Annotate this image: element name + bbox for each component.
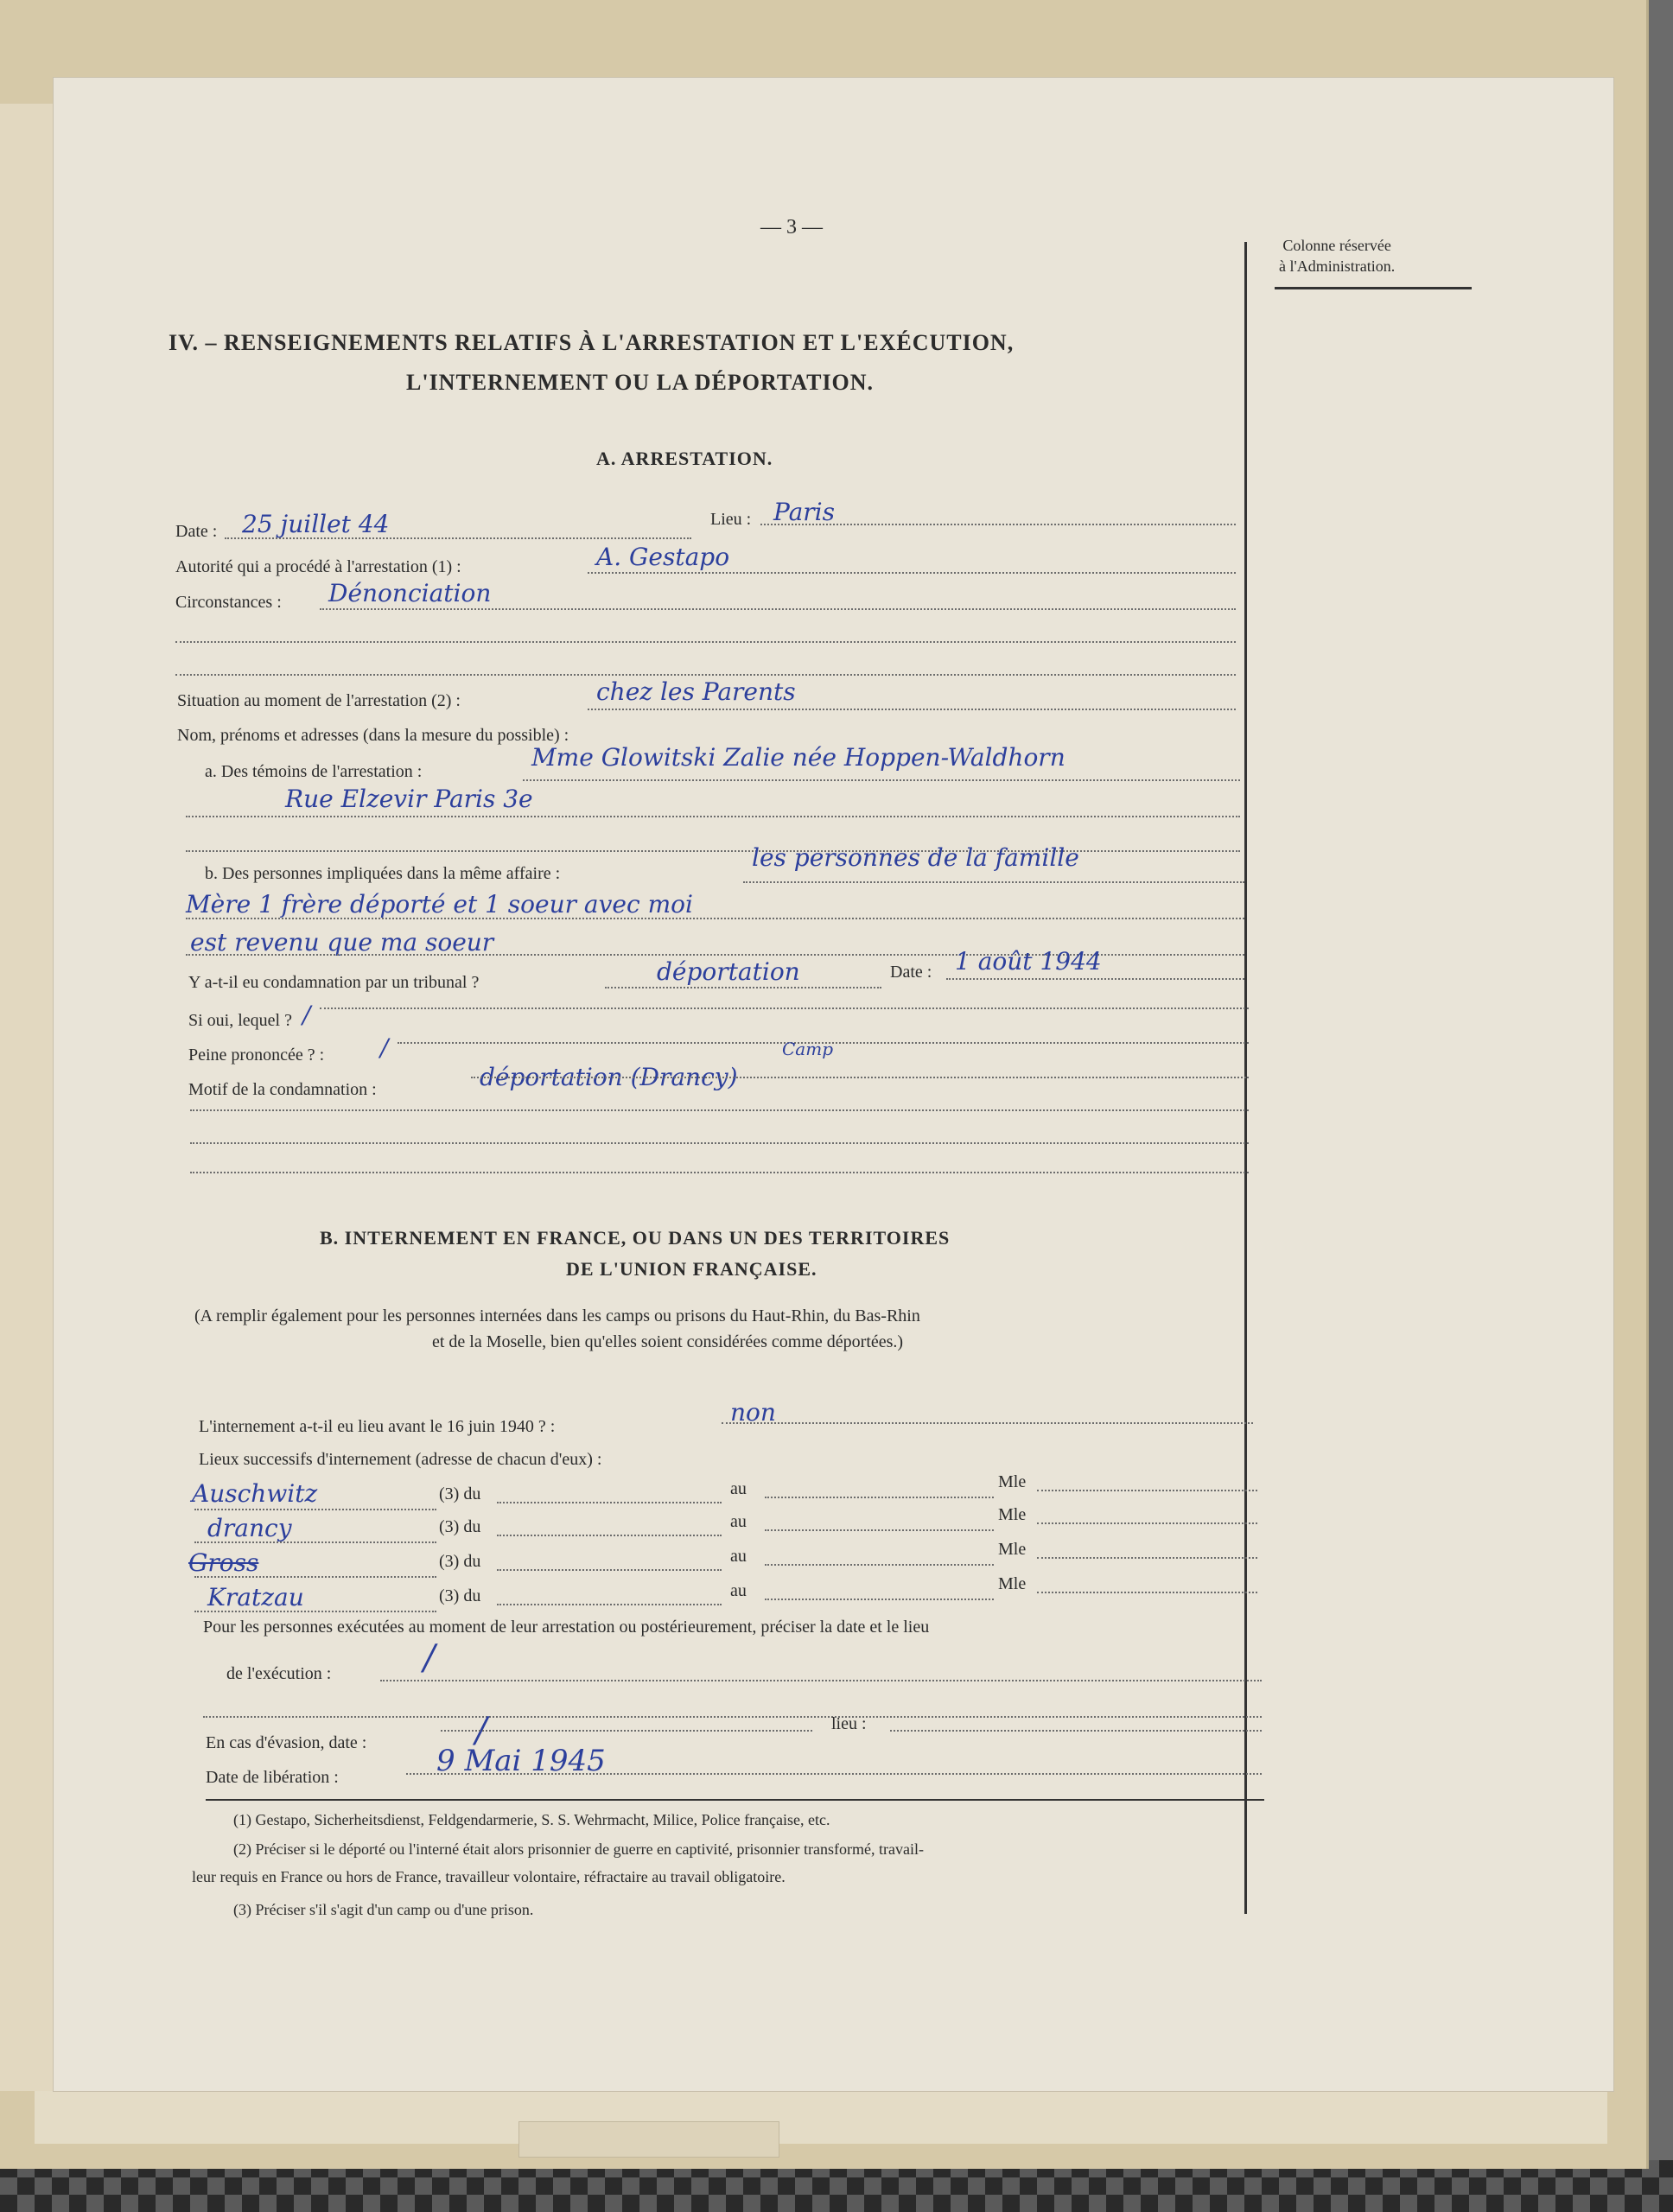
temoins-value-2: Rue Elzevir Paris 3e — [285, 785, 533, 813]
internement-note-2: et de la Moselle, bien qu'elles soient considérées comme déportées.) — [432, 1332, 904, 1351]
footnote-rule — [206, 1799, 1264, 1801]
lieu-label: Lieu : — [710, 510, 752, 529]
date-value: 25 juillet 44 — [242, 510, 390, 538]
place-line-3 — [194, 1576, 436, 1578]
avant-line — [722, 1422, 1253, 1424]
temoins-line-2 — [186, 816, 1240, 817]
circonstances-line — [320, 608, 1236, 610]
liberation-label: Date de libération : — [206, 1768, 339, 1787]
internement-note-1: (A remplir également pour les personnes internées dans les camps ou prisons du Haut-Rhin, du Bas-Rhin — [194, 1306, 920, 1325]
left-page-edge — [0, 104, 55, 2091]
situation-label: Situation au moment de l'arrestation (2) : — [177, 691, 461, 710]
liberation-line — [406, 1773, 1262, 1775]
avant-label: L'internement a-t-il eu lieu avant le 16 juin 1940 ? : — [199, 1417, 556, 1436]
autorite-value: A. Gestapo — [596, 543, 730, 571]
du-line-1 — [497, 1502, 722, 1503]
execution-label: de l'exécution : — [226, 1664, 332, 1683]
du-line-4 — [497, 1604, 722, 1605]
condamnation-value: déportation — [657, 957, 800, 986]
du-line-3 — [497, 1569, 722, 1571]
lequel-label: Si oui, lequel ? — [188, 1011, 292, 1030]
executees-label: Pour les personnes exécutées au moment de leur arrestation ou postérieurement, préciser la date et le lieu — [203, 1618, 930, 1637]
internment-place-2: drancy — [207, 1514, 292, 1542]
circonstances-value: Dénonciation — [328, 579, 492, 607]
execution-line — [380, 1680, 1262, 1681]
admin-heading-rule — [1275, 287, 1472, 289]
au-line-3 — [765, 1564, 994, 1566]
personnes-line — [743, 881, 1244, 883]
evasion-label: En cas d'évasion, date : — [206, 1733, 367, 1752]
temoins-value: Mme Glowitski Zalie née Hoppen-Waldhorn — [531, 743, 1066, 772]
condamnation-line — [605, 987, 881, 988]
underlying-sheet — [35, 2082, 1607, 2144]
situation-value: chez les Parents — [596, 677, 796, 706]
au-label-3: au — [730, 1547, 747, 1566]
evasion-lieu-line — [890, 1730, 1262, 1732]
section-title-line-1: IV. – RENSEIGNEMENTS RELATIFS À L'ARRESTATION ET L'EXÉCUTION, — [169, 330, 1015, 355]
temoins-label: a. Des témoins de l'arrestation : — [205, 762, 423, 781]
footnote-2-cont: leur requis en France ou hors de France, travailleur volontaire, réfractaire au travail obligatoire. — [192, 1868, 786, 1885]
peine-value: / — [380, 1033, 389, 1062]
internment-place-3: Gross — [188, 1548, 259, 1577]
circonstances-line-3 — [175, 674, 1236, 676]
temoins-line — [523, 779, 1240, 781]
circonstances-line-2 — [175, 641, 1236, 643]
page-number: — 3 — — [760, 216, 823, 238]
execution-value: / — [423, 1638, 436, 1678]
footnote-1: (1) Gestapo, Sicherheitsdienst, Feldgendarmerie, S. S. Wehrmacht, Milice, Police française, etc. — [233, 1811, 830, 1828]
place-line-2 — [194, 1541, 436, 1543]
motif-value: déportation (Drancy) — [480, 1063, 738, 1091]
internment-place-4: Kratzau — [207, 1583, 304, 1611]
lieu-line — [760, 524, 1236, 525]
mle-label-2: Mle — [998, 1505, 1027, 1524]
mle-label-3: Mle — [998, 1540, 1027, 1559]
du-label-4: (3) du — [439, 1586, 481, 1605]
evasion-line — [441, 1730, 812, 1732]
personnes-value-2: Mère 1 frère déporté et 1 soeur avec moi — [186, 890, 693, 918]
autorite-label: Autorité qui a procédé à l'arrestation (1) : — [175, 557, 461, 576]
au-line-1 — [765, 1497, 994, 1498]
place-line-1 — [194, 1509, 436, 1510]
heading-internement-1: B. INTERNEMENT EN FRANCE, OU DANS UN DES TERRITOIRES — [320, 1227, 951, 1249]
place-line-4 — [194, 1611, 436, 1612]
footnote-3: (3) Préciser s'il s'agit d'un camp ou d'une prison. — [233, 1901, 534, 1918]
date-line — [225, 537, 691, 539]
mle-line-1 — [1037, 1490, 1257, 1491]
motif-label: Motif de la condamnation : — [188, 1080, 377, 1099]
condamnation-label: Y a-t-il eu condamnation par un tribunal ? — [188, 973, 480, 992]
internment-place-1: Auschwitz — [192, 1479, 318, 1508]
lequel-value: / — [302, 1001, 311, 1029]
personnes-line-2 — [186, 918, 1244, 919]
du-label-3: (3) du — [439, 1552, 481, 1571]
motif-line — [471, 1077, 1249, 1078]
peine-label: Peine prononcée ? : — [188, 1046, 325, 1065]
au-label-4: au — [730, 1581, 747, 1600]
mle-label-1: Mle — [998, 1472, 1027, 1491]
mle-label-4: Mle — [998, 1574, 1027, 1593]
du-label-1: (3) du — [439, 1484, 481, 1503]
cond-date-value: 1 août 1944 — [955, 947, 1102, 976]
underlying-tab — [518, 2121, 779, 2158]
mle-line-2 — [1037, 1522, 1257, 1524]
date-label: Date : — [175, 522, 218, 541]
heading-arrestation: A. ARRESTATION. — [596, 448, 773, 469]
autorite-line — [588, 572, 1236, 574]
lieu-value: Paris — [773, 498, 835, 526]
circonstances-label: Circonstances : — [175, 593, 282, 612]
au-line-4 — [765, 1599, 994, 1600]
motif-above: Camp — [782, 1039, 833, 1059]
avant-value: non — [730, 1398, 776, 1427]
execution-line-2 — [203, 1716, 1262, 1718]
evasion-value: / — [475, 1711, 487, 1751]
personnes-value-3: est revenu que ma soeur — [190, 928, 494, 957]
situation-line — [588, 709, 1236, 710]
evasion-lieu-label: lieu : — [831, 1714, 867, 1733]
personnes-value: les personnes de la famille — [752, 843, 1079, 872]
cond-date-label: Date : — [890, 963, 932, 982]
motif-line-2 — [190, 1109, 1249, 1111]
motif-line-4 — [190, 1172, 1249, 1173]
footnote-2: (2) Préciser si le déporté ou l'interné était alors prisonnier de guerre en captivité, prisonnier transformé, travail- — [233, 1840, 924, 1858]
du-line-2 — [497, 1535, 722, 1536]
cond-date-line — [946, 978, 1244, 980]
mle-line-4 — [1037, 1592, 1257, 1593]
section-title-line-2: L'INTERNEMENT OU LA DÉPORTATION. — [406, 370, 875, 395]
du-label-2: (3) du — [439, 1517, 481, 1536]
noms-label: Nom, prénoms et adresses (dans la mesure du possible) : — [177, 726, 569, 745]
personnes-label: b. Des personnes impliquées dans la même affaire : — [205, 864, 561, 883]
liberation-value: 9 Mai 1945 — [436, 1744, 606, 1778]
mle-line-3 — [1037, 1557, 1257, 1559]
au-label-1: au — [730, 1479, 747, 1498]
heading-internement-2: DE L'UNION FRANÇAISE. — [566, 1258, 817, 1280]
lieux-label: Lieux successifs d'internement (adresse de chacun d'eux) : — [199, 1450, 602, 1469]
motif-line-3 — [190, 1142, 1249, 1144]
temoins-line-3 — [186, 850, 1240, 852]
lequel-line — [320, 1007, 1249, 1009]
admin-column-heading: Colonne réservée à l'Administration. — [1279, 237, 1396, 275]
au-label-2: au — [730, 1512, 747, 1531]
au-line-2 — [765, 1529, 994, 1531]
